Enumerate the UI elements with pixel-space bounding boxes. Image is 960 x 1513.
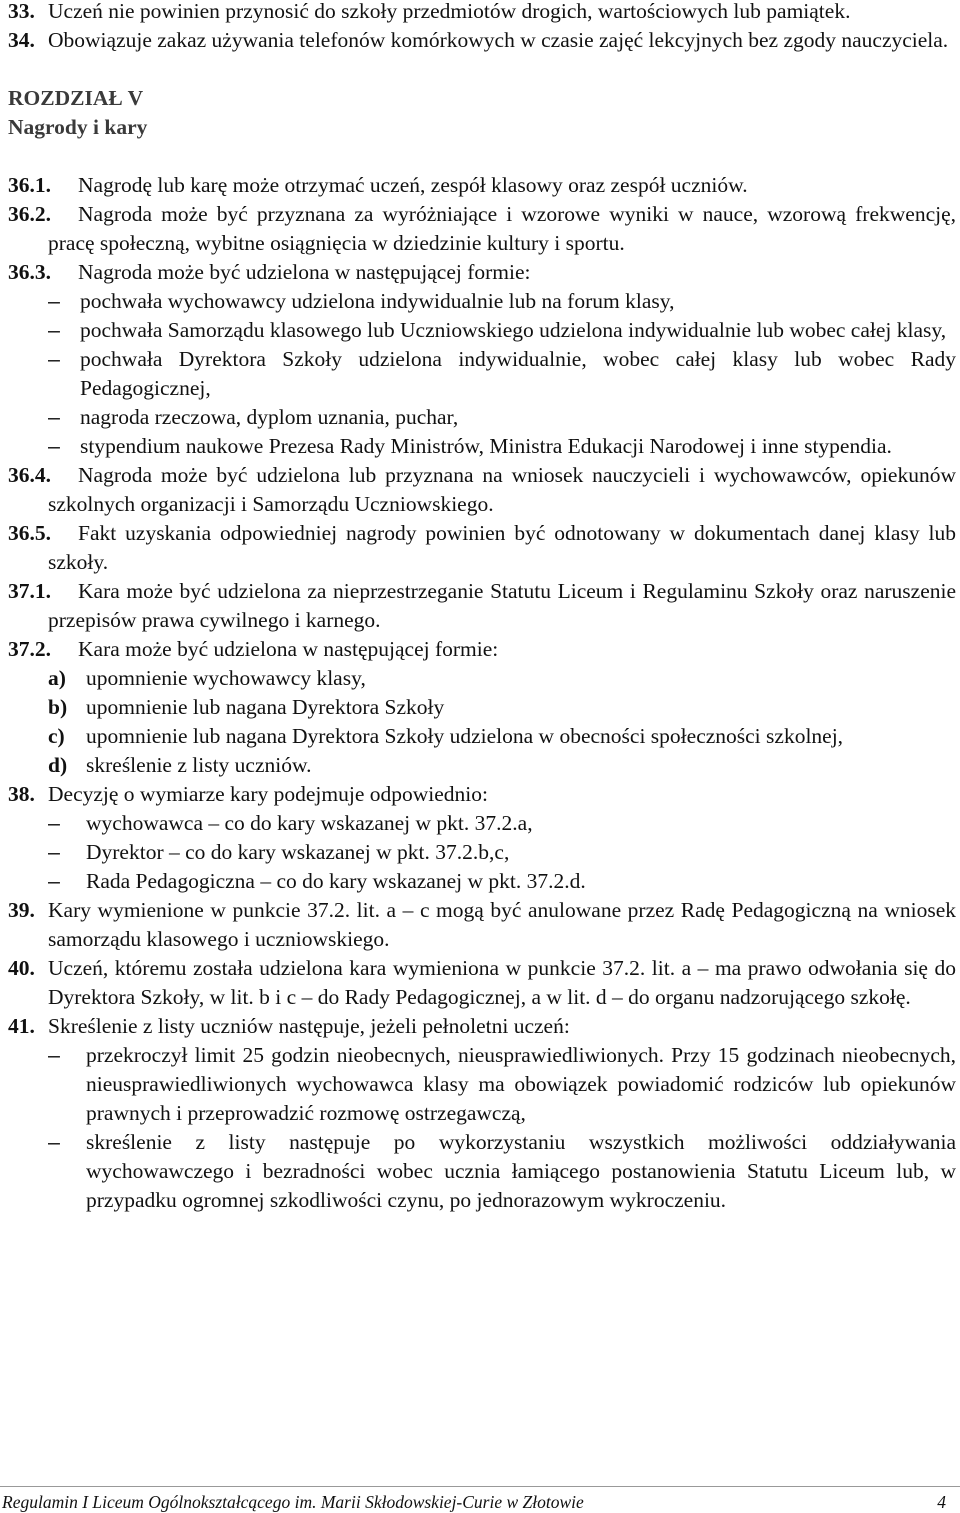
list-item-text: skreślenie z listy uczniów. [86,753,312,777]
page-footer [0,1486,960,1513]
list-item [48,432,956,461]
list-item-text: Dyrektor – co do kary wskazanej w pkt. 37.2.b,c, [86,840,510,864]
paragraph-text: Fakt uzyskania odpowiedniej nagrody powinien być odnotowany w dokumentach danej klasy lub szkoły. [48,521,956,574]
list-letter: a) [48,666,66,690]
list-item-text: Rada Pedagogiczna – co do kary wskazanej w pkt. 37.2.d. [86,869,586,893]
paragraph-number: 36.4. [8,463,51,487]
paragraph-41 [8,1012,956,1041]
paragraph-36-2 [8,200,956,258]
paragraph-number: 36.3. [8,260,51,284]
list-item-text: pochwała wychowawcy udzielona indywidualnie lub na forum klasy, [80,289,675,313]
dash-bullet: – [48,347,60,371]
decision-list [8,809,956,896]
paragraph-36-1 [8,171,956,200]
dash-bullet: – [48,869,60,893]
list-item [48,403,956,432]
paragraph-text: Decyzję o wymiarze kary podejmuje odpowiednio: [48,782,489,806]
list-item-text: upomnienie lub nagana Dyrektora Szkoły udzielona w obecności społeczności szkolnej, [86,724,844,748]
list-item [8,693,956,722]
paragraph-number: 37.2. [8,637,51,661]
paragraph-36-5 [8,519,956,577]
list-item [8,722,956,751]
spacer [8,55,956,84]
page-number: 4 [937,1492,946,1512]
paragraph-36-3 [8,258,956,287]
paragraph-number: 36.5. [8,521,51,545]
list-item-text: upomnienie wychowawcy klasy, [86,666,366,690]
footer-document-title: Regulamin I Liceum Ogólnokształcącego im. Marii Skłodowskiej-Curie w Złotowie [2,1492,584,1512]
list-item [48,287,956,316]
list-letter: b) [48,695,68,719]
paragraph-number: 41. [8,1014,35,1038]
dash-bullet: – [48,1043,60,1067]
paragraph-text: Kara może być udzielona za nieprzestrzeganie Statutu Liceum i Regulaminu Szkoły oraz naruszenie przepisów prawa cywilnego i karnego. [48,579,956,632]
paragraph-34 [8,26,956,55]
list-item-text: skreślenie z listy następuje po wykorzystaniu wszystkich możliwości oddziaływania wychowawczego i bezradności wobec ucznia łamiącego postanowienia Statutu Liceum lub, w przypadku ogromnej szkodliwości czynu, po jednorazowym wykroczeniu. [86,1130,956,1212]
list-letter: d) [48,753,68,777]
dash-bullet: – [48,1130,60,1154]
list-item-text: stypendium naukowe Prezesa Rady Ministrów, Ministra Edukacji Narodowej i inne stypendia. [80,434,892,458]
paragraph-text: Kara może być udzielona w następującej formie: [78,637,499,661]
list-item [48,809,956,838]
paragraph-number: 34. [8,28,35,52]
paragraph-33 [8,0,956,26]
paragraph-number: 40. [8,956,35,980]
paragraph-36-4 [8,461,956,519]
paragraph-37-1 [8,577,956,635]
dash-bullet: – [48,840,60,864]
list-item [48,1128,956,1215]
dash-bullet: – [48,289,60,313]
penalty-forms-list [8,664,956,780]
expulsion-conditions-list [8,1041,956,1215]
list-item [48,867,956,896]
paragraph-number: 37.1. [8,579,51,603]
paragraph-39 [8,896,956,954]
dash-bullet: – [48,405,60,429]
list-item [8,751,956,780]
list-item [48,316,956,345]
paragraph-text: Kary wymienione w punkcie 37.2. lit. a – c mogą być anulowane przez Radę Pedagogiczną na wniosek samorządu klasowego i uczniowskiego. [48,898,956,951]
paragraph-text: Nagrodę lub karę może otrzymać uczeń, zespół klasowy oraz zespół uczniów. [78,173,748,197]
dash-bullet: – [48,318,60,342]
list-item-text: wychowawca – co do kary wskazanej w pkt. 37.2.a, [86,811,533,835]
dash-bullet: – [48,811,60,835]
document-body [8,0,956,1215]
paragraph-40 [8,954,956,1012]
paragraph-number: 39. [8,898,35,922]
paragraph-text: Nagroda może być udzielona w następującej formie: [78,260,531,284]
list-item-text: upomnienie lub nagana Dyrektora Szkoły [86,695,445,719]
paragraph-number: 36.1. [8,173,51,197]
reward-forms-list [8,287,956,461]
paragraph-38 [8,780,956,809]
list-item [8,664,956,693]
dash-bullet: – [48,434,60,458]
paragraph-text: Uczeń nie powinien przynosić do szkoły przedmiotów drogich, wartościowych lub pamiątek. [48,0,851,23]
paragraph-37-2 [8,635,956,664]
paragraph-text: Uczeń, któremu została udzielona kara wymieniona w punkcie 37.2. lit. a – ma prawo odwołania się do Dyrektora Szkoły, w lit. b i c – do Rady Pedagogicznej, a w lit. d – do organu nadzorującego szkołę. [48,956,956,1009]
list-item-text: nagroda rzeczowa, dyplom uznania, puchar, [80,405,459,429]
list-item-text: pochwała Dyrektora Szkoły udzielona indywidualnie, wobec całej klasy lub wobec Rady Pedagogicznej, [80,347,956,400]
list-item-text: pochwała Samorządu klasowego lub Uczniowskiego udzielona indywidualnie lub wobec całej klasy, [80,318,947,342]
list-item [48,1041,956,1128]
paragraph-number: 38. [8,782,35,806]
list-item-text: przekroczył limit 25 godzin nieobecnych, nieusprawiedliwionych. Przy 15 godzinach nieobecnych, nieusprawiedliwionych wychowawca klasy ma obowiązek powiadomić rodziców lub opiekunów prawnych i przeprowadzić rozmowę ostrzegawczą, [86,1043,956,1125]
list-item [48,838,956,867]
paragraph-number: 33. [8,0,35,23]
chapter-subtitle: Nagrody i kary [8,115,148,139]
spacer [8,142,956,171]
paragraph-number: 36.2. [8,202,51,226]
paragraph-text: Nagroda może być udzielona lub przyznana na wniosek nauczycieli i wychowawców, opiekunów szkolnych organizacji i Samorządu Uczniowskiego. [48,463,956,516]
list-item [48,345,956,403]
paragraph-text: Obowiązuje zakaz używania telefonów komórkowych w czasie zajęć lekcyjnych bez zgody nauczyciela. [48,28,949,52]
paragraph-text: Skreślenie z listy uczniów następuje, jeżeli pełnoletni uczeń: [48,1014,570,1038]
list-letter: c) [48,724,65,748]
paragraph-text: Nagroda może być przyznana za wyróżniające i wzorowe wyniki w nauce, wzorową frekwencję, pracę społeczną, wybitne osiągnięcia w dziedzinie kultury i sportu. [48,202,956,255]
chapter-title: ROZDZIAŁ V [8,86,144,110]
